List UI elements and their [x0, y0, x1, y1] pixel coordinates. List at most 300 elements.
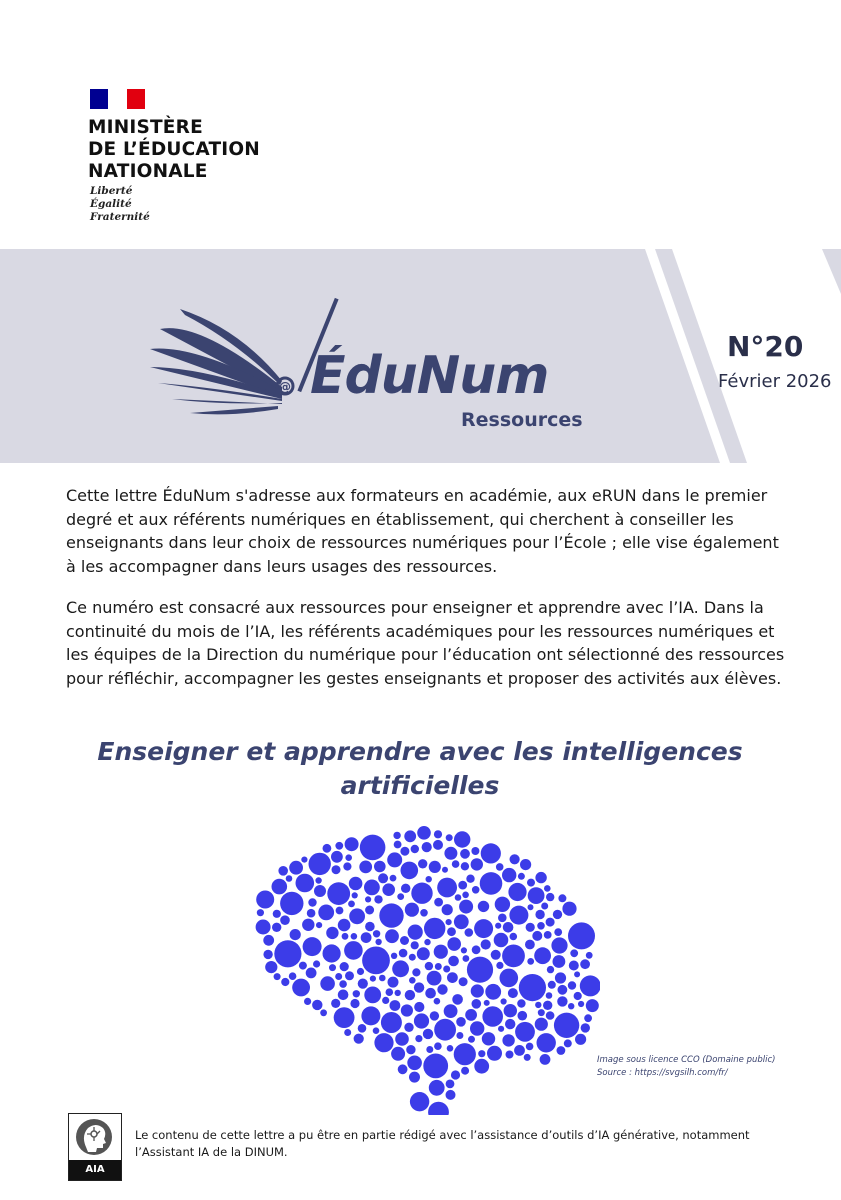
brain-circle: [547, 966, 554, 973]
brain-circle: [498, 1026, 504, 1032]
brain-circle: [417, 947, 430, 960]
brain-circle: [517, 999, 525, 1007]
brain-circle: [334, 1007, 355, 1028]
brain-circle: [509, 906, 528, 925]
brain-circle: [508, 988, 518, 998]
brain-circle: [444, 1004, 458, 1018]
brain-circle: [528, 887, 545, 904]
brain-circle: [454, 1043, 476, 1065]
brain-illustration: [245, 825, 600, 1115]
brain-circle: [365, 922, 375, 932]
ministry-name-line: DE L’ÉDUCATION: [88, 139, 260, 160]
brain-circle: [401, 862, 419, 880]
brain-circle: [558, 985, 568, 995]
brain-circle: [462, 892, 469, 899]
brain-circle: [503, 922, 514, 933]
brain-circle: [405, 990, 415, 1000]
brain-circle: [331, 999, 340, 1008]
brain-circle: [470, 1021, 484, 1035]
section-title: Enseigner et apprendre avec les intelligences artificielles: [97, 737, 743, 800]
brain-circle: [466, 875, 474, 883]
brain-circle: [272, 923, 281, 932]
brain-circle: [541, 903, 548, 910]
marianne-flag-logo: [90, 89, 145, 109]
brain-circle: [290, 929, 301, 940]
brain-circle: [344, 1029, 351, 1036]
brain-circle: [433, 840, 443, 850]
brain-circle: [570, 949, 578, 957]
brain-circle: [306, 968, 317, 979]
brain-circle: [452, 994, 463, 1005]
brain-circle: [446, 1080, 455, 1089]
brain-circle: [424, 918, 445, 939]
brain-circle: [398, 1064, 408, 1074]
brain-circle: [393, 832, 400, 839]
brain-circle: [544, 885, 551, 892]
brain-circle: [569, 961, 579, 971]
issue-number: N°20: [727, 330, 804, 363]
brain-circle: [401, 1004, 413, 1016]
intro-paragraph-2: Ce numéro est consacré aux ressources pour enseigner et apprendre avec l’IA. Dans la continuité du mois de l’IA, les référents académiques pour les ressources numériques et les équipes de la Direction du numérique pour l’éducation ont sélectionné des ressources pour réfléchir, accompagner les gestes enseignants et proposer des activités aux élèves.: [66, 598, 785, 688]
brain-circle: [480, 872, 503, 895]
brain-circle: [394, 841, 402, 849]
brain-circle: [554, 1013, 579, 1038]
brain-circle: [427, 971, 442, 986]
brain-circle: [447, 937, 461, 951]
brain-circle: [274, 973, 281, 980]
republic-motto: [90, 185, 150, 224]
brain-circle: [313, 960, 320, 967]
brain-circle: [301, 857, 307, 863]
brain-circle: [408, 925, 423, 940]
brain-circle: [281, 978, 289, 986]
brain-circle: [272, 879, 288, 895]
brain-circle: [537, 1033, 556, 1052]
brain-circle: [437, 984, 447, 994]
brain-circle: [434, 830, 442, 838]
flag-blue-stripe: [90, 89, 108, 109]
brain-circle: [323, 944, 341, 962]
brain-circle: [385, 929, 399, 943]
brain-circle: [387, 852, 402, 867]
brain-circle: [352, 892, 358, 898]
brain-circle: [429, 861, 441, 873]
brain-circle: [568, 981, 576, 989]
brain-circle: [548, 981, 556, 989]
brain-circle: [409, 1072, 420, 1083]
brain-circle: [535, 872, 546, 883]
brain-circle: [452, 860, 460, 868]
brain-circle: [412, 968, 420, 976]
brain-circle: [454, 831, 470, 847]
brain-circle: [286, 875, 293, 882]
brain-circle: [535, 1018, 548, 1031]
brain-circle: [400, 847, 409, 856]
brain-circle: [411, 941, 419, 949]
brain-circle: [299, 962, 307, 970]
brain-circle: [482, 1032, 495, 1045]
brain-circle: [568, 922, 595, 949]
brain-circle: [414, 982, 424, 992]
brain-circle: [359, 861, 372, 874]
brain-circle: [510, 854, 520, 864]
brain-circle: [491, 950, 501, 960]
brain-circle: [465, 1009, 477, 1021]
brain-circle: [399, 949, 408, 958]
brain-circle: [534, 947, 551, 964]
edunum-logo-subtitle: Ressources: [461, 409, 583, 431]
brain-circle: [478, 901, 489, 912]
brain-circle: [405, 903, 419, 917]
brain-circle: [390, 875, 397, 882]
brain-circle: [456, 1017, 466, 1027]
brain-circle: [478, 1050, 485, 1057]
brain-circle: [392, 960, 409, 977]
brain-circle: [519, 974, 546, 1001]
brain-circle: [558, 894, 566, 902]
brain-circle: [379, 975, 386, 982]
brain-circle: [401, 884, 410, 893]
brain-circle: [362, 947, 390, 975]
brain-circle: [546, 1011, 555, 1020]
brain-circle: [400, 936, 409, 945]
brain-circle: [527, 958, 534, 965]
brain-circle: [487, 1046, 502, 1061]
brain-circle: [463, 955, 470, 962]
brain-circle: [326, 927, 338, 939]
brain-circle: [307, 909, 316, 918]
brain-circle: [554, 928, 562, 936]
brain-circle: [482, 1006, 503, 1027]
brain-circle: [500, 969, 519, 988]
brain-circle: [303, 937, 322, 956]
brain-circle: [314, 885, 326, 897]
brain-circle: [425, 962, 433, 970]
brain-circle: [451, 1070, 460, 1079]
brain-circle: [430, 1011, 439, 1020]
brain-circle: [382, 997, 389, 1004]
brain-circle: [340, 962, 349, 971]
brain-circle: [423, 1029, 433, 1039]
brain-circle: [420, 909, 428, 917]
brain-circle: [501, 998, 507, 1004]
brain-circle: [257, 909, 264, 916]
brain-circle: [434, 1019, 456, 1041]
brain-circle: [289, 972, 297, 980]
brain-circle: [349, 877, 363, 891]
brain-circle: [364, 880, 380, 896]
brain-circle: [584, 1014, 592, 1022]
brain-circle: [273, 910, 281, 918]
brain-circle: [498, 914, 507, 923]
brain-circle: [526, 923, 535, 932]
brain-circle: [520, 859, 531, 870]
brain-circle: [459, 900, 473, 914]
brain-circle: [435, 963, 442, 970]
image-credit: [597, 1054, 775, 1080]
brain-circle: [381, 1012, 402, 1033]
brain-circle: [374, 1033, 393, 1052]
brain-circle: [338, 919, 351, 932]
brain-circle: [525, 940, 535, 950]
brain-circle: [434, 998, 441, 1005]
brain-circle: [426, 1046, 433, 1053]
brain-circle: [395, 1032, 409, 1046]
aia-badge-label: AIA: [69, 1160, 121, 1180]
brain-circle: [395, 990, 401, 996]
brain-circle: [461, 947, 467, 953]
flag-red-stripe: [127, 89, 145, 109]
brain-circle: [422, 842, 432, 852]
brain-circle: [502, 868, 516, 882]
brain-circle: [373, 1027, 380, 1034]
brain-circle: [446, 919, 452, 925]
brain-circle: [557, 1046, 566, 1055]
brain-circle: [415, 1035, 422, 1042]
brain-circle: [468, 1036, 475, 1043]
brain-circle: [505, 1019, 515, 1029]
issue-date: Février 2026: [718, 371, 832, 392]
brain-circle: [524, 1054, 531, 1061]
brain-circle: [316, 922, 322, 928]
brain-circle: [332, 865, 341, 874]
aia-badge: [68, 1113, 122, 1181]
brain-circle: [342, 933, 349, 940]
brain-circle: [404, 830, 416, 842]
brain-circle: [526, 1043, 534, 1051]
brain-circle: [339, 980, 347, 988]
brain-circle: [553, 955, 566, 968]
brain-circle: [471, 984, 484, 997]
brain-circle: [459, 977, 468, 986]
brain-circle: [537, 922, 545, 930]
brain-circle: [374, 895, 382, 903]
brain-circle: [580, 975, 600, 996]
brain-circle: [351, 933, 358, 940]
brain-circle: [575, 1034, 586, 1045]
brain-circle: [375, 939, 381, 945]
brain-circle: [586, 999, 599, 1012]
brain-circle: [390, 1000, 401, 1011]
brain-circle: [515, 1022, 535, 1042]
brain-circle: [437, 878, 457, 898]
brain-circle: [514, 1045, 525, 1056]
ministry-name: [88, 117, 260, 183]
brain-circle: [357, 968, 364, 975]
brain-circle: [447, 927, 456, 936]
brain-circle: [414, 1002, 424, 1012]
brain-circle: [518, 873, 525, 880]
brain-circle: [518, 1011, 528, 1021]
ministry-name-line: NATIONALE: [88, 161, 208, 182]
brain-circle: [471, 847, 479, 855]
brain-circle: [425, 988, 436, 999]
brain-circle: [274, 940, 301, 967]
brain-circle: [263, 950, 272, 959]
brain-circle: [472, 999, 482, 1009]
brain-circle: [454, 914, 469, 929]
brain-circle: [535, 1002, 541, 1008]
brain-circle: [373, 930, 380, 937]
brain-circle: [348, 901, 355, 908]
brain-circle: [345, 971, 354, 980]
brain-circle: [308, 898, 316, 906]
brain-circle: [443, 966, 450, 973]
brain-circle: [447, 1045, 454, 1052]
brain-circle: [434, 898, 443, 907]
brain-circle: [320, 976, 335, 991]
brain-circle: [386, 988, 394, 996]
brain-circle: [345, 854, 352, 861]
brain-circle: [263, 935, 274, 946]
brain-circle: [496, 962, 503, 969]
brain-circle: [331, 851, 343, 863]
brain-circle: [410, 1092, 429, 1111]
brain-circle: [315, 877, 321, 883]
image-source: Source : https://svgsilh.com/fr/: [597, 1068, 728, 1078]
brain-circle: [471, 858, 483, 870]
brain-circle: [506, 1051, 514, 1059]
brain-circle: [353, 990, 360, 997]
brain-circle: [361, 932, 372, 943]
brain-circle: [345, 837, 359, 851]
brain-circle: [424, 939, 430, 945]
brain-circle: [409, 954, 416, 961]
brain-circle: [397, 893, 404, 900]
brain-circle: [256, 891, 274, 909]
brain-circle: [580, 959, 590, 969]
brain-circle: [546, 992, 553, 999]
ministry-name-line: MINISTÈRE: [88, 117, 203, 138]
brain-circle: [278, 866, 288, 876]
brain-circle: [256, 920, 271, 935]
brain-circle: [428, 1102, 449, 1115]
brain-circle: [360, 835, 386, 861]
brain-circle: [495, 923, 501, 929]
brain-circle: [502, 945, 525, 968]
brain-circle: [426, 876, 432, 882]
brain-circle: [309, 853, 331, 875]
brain-circle: [409, 977, 416, 984]
brain-circle: [535, 910, 544, 919]
brain-circle: [460, 849, 470, 859]
brain-circle: [374, 861, 386, 873]
brain-circle: [495, 897, 510, 912]
brain-circle: [444, 847, 457, 860]
brain-circle: [358, 1024, 367, 1033]
brain-circle: [532, 931, 542, 941]
brain-circle: [280, 915, 290, 925]
brain-circle: [407, 1056, 422, 1071]
brain-circle: [323, 844, 332, 853]
brain-circle: [434, 1042, 442, 1050]
edunum-logo-title: ÉduNum: [310, 346, 549, 406]
brain-circle: [508, 883, 526, 901]
brain-circle: [546, 893, 554, 901]
brain-circle: [344, 941, 363, 960]
brain-circle: [544, 931, 552, 939]
brain-circle: [528, 904, 534, 910]
brain-circle: [504, 1004, 517, 1017]
brain-circle: [350, 999, 359, 1008]
brain-circle: [564, 1039, 572, 1047]
brain-circle: [365, 906, 374, 915]
brain-circle: [364, 987, 381, 1004]
brain-circle: [417, 826, 431, 840]
brain-circle: [447, 972, 458, 983]
brain-circle: [354, 1034, 364, 1044]
motto-line: Égalité: [90, 198, 132, 210]
intro-paragraph-1: Cette lettre ÉduNum s'adresse aux formateurs en académie, aux eRUN dans le premier degré et aux référents numériques en établissement, qui cherchent à conseiller les enseignants dans leur choix de ressources numériques pour l’École ; elle vise également à les accompagner dans leurs usages des ressources.: [66, 486, 779, 576]
brain-circle: [461, 1067, 469, 1075]
brain-circle: [404, 1023, 413, 1032]
brain-circle: [361, 1006, 380, 1025]
brain-circle: [557, 996, 567, 1006]
brain-circle: [423, 1054, 448, 1079]
brain-circle: [481, 843, 501, 863]
brain-circle: [378, 873, 388, 883]
brain-circle: [538, 1009, 545, 1016]
brain-circle: [411, 883, 432, 904]
brain-circle: [265, 961, 277, 973]
head-circuit-icon: [69, 1114, 120, 1160]
brain-circle: [485, 984, 501, 1000]
brain-circle: [418, 859, 427, 868]
brain-circle: [527, 879, 535, 887]
brain-circle: [349, 908, 365, 924]
brain-circle: [551, 937, 567, 953]
brain-circle: [343, 862, 351, 870]
brain-circle: [292, 979, 310, 997]
svg-text:@: @: [279, 380, 291, 394]
brain-circle: [296, 874, 315, 893]
brain-circle: [358, 979, 368, 989]
brain-circle: [388, 977, 399, 988]
brain-circle: [411, 845, 419, 853]
brain-circle: [302, 919, 314, 931]
brain-circle: [335, 842, 343, 850]
brain-circle: [458, 881, 467, 890]
brain-circle: [543, 1001, 552, 1010]
brain-circle: [320, 1009, 327, 1016]
brain-circle: [578, 1001, 584, 1007]
brain-circle: [338, 990, 349, 1001]
brain-circle: [546, 918, 555, 927]
brain-circle: [562, 902, 576, 916]
brain-circle: [414, 1013, 429, 1028]
flag-white-stripe: [108, 89, 126, 109]
brain-circle: [474, 919, 493, 938]
brain-circle: [379, 903, 403, 927]
brain-circle: [472, 886, 480, 894]
brain-circle: [574, 992, 582, 1000]
brain-circle: [280, 892, 303, 915]
brain-circle: [553, 910, 562, 919]
brain-circle: [446, 1090, 456, 1100]
brain-circle: [434, 945, 448, 959]
brain-circle: [448, 956, 459, 967]
image-license: Image sous licence CCO (Domaine public): [597, 1055, 776, 1065]
brain-circle: [335, 973, 342, 980]
brain-circle: [494, 933, 509, 948]
brain-circle: [581, 1023, 590, 1032]
brain-circle: [586, 952, 593, 959]
brain-circle: [370, 976, 376, 982]
brain-circle: [429, 1080, 445, 1096]
brain-circle: [461, 862, 469, 870]
brain-circle: [289, 861, 303, 875]
brain-circle: [474, 1059, 489, 1074]
